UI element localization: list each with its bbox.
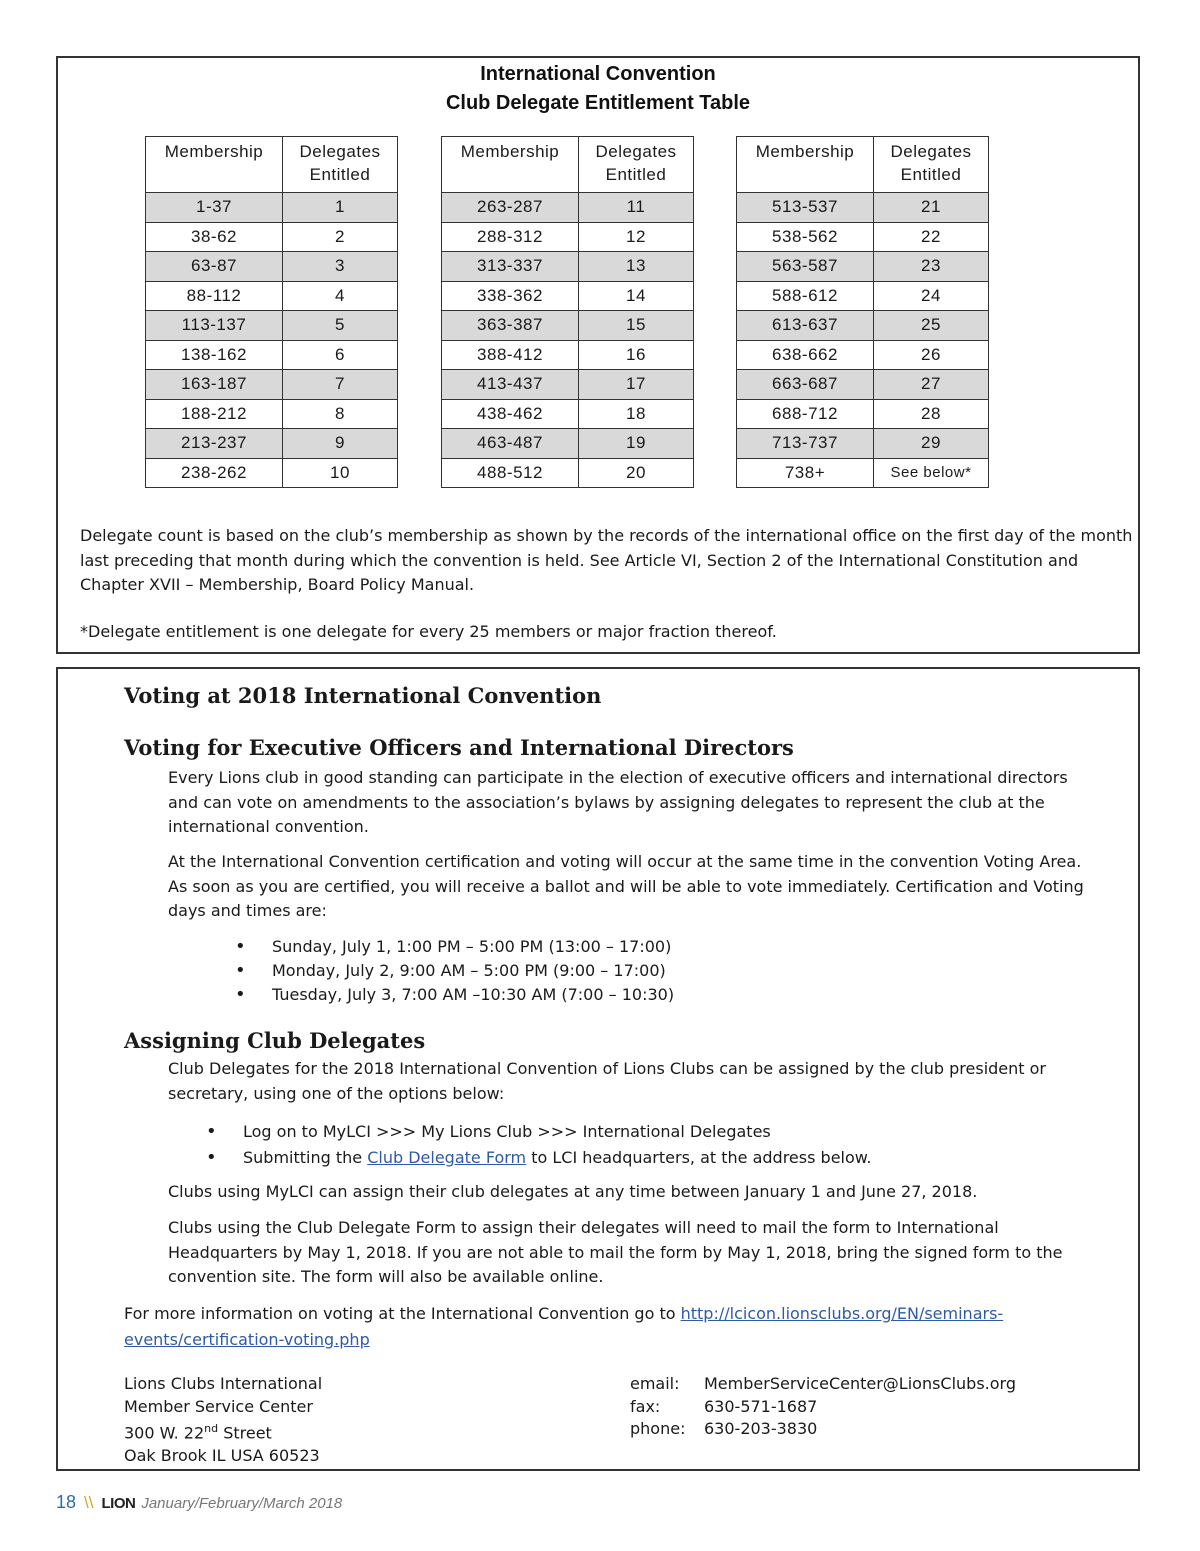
table-row xyxy=(442,399,694,429)
table-row xyxy=(737,370,989,400)
header-membership: Membership xyxy=(146,137,283,193)
membership-cell: 263-287 xyxy=(442,193,579,223)
entitlement-panel xyxy=(56,56,1140,654)
table-row xyxy=(146,281,398,311)
table-row xyxy=(442,311,694,341)
asterisk-note: *Delegate entitlement is one delegate for every 25 members or major fraction thereof. xyxy=(80,622,777,641)
header-delegates-line1: Delegates xyxy=(890,142,972,161)
phone-label: phone: xyxy=(630,1419,686,1438)
option2-suffix: to LCI headquarters, at the address below. xyxy=(526,1148,872,1167)
bullet-icon: • xyxy=(206,1121,217,1142)
table-row xyxy=(737,311,989,341)
delegates-cell: 7 xyxy=(283,370,398,400)
header-delegates-line1: Delegates xyxy=(595,142,677,161)
address-dept: Member Service Center xyxy=(124,1396,313,1416)
entitlement-title-line2: Club Delegate Entitlement Table xyxy=(445,92,751,114)
table-row xyxy=(442,252,694,282)
delegates-cell: 11 xyxy=(579,193,694,223)
delegates-cell: 19 xyxy=(579,429,694,459)
phone-value: 630-203-3830 xyxy=(704,1419,818,1438)
table-row xyxy=(442,458,694,488)
table-row xyxy=(442,281,694,311)
option-mylci: Log on to MyLCI >>> My Lions Club >>> International Delegates xyxy=(243,1122,771,1141)
membership-cell: 213-237 xyxy=(146,429,283,459)
membership-cell: 738+ xyxy=(737,458,874,488)
table-row xyxy=(146,370,398,400)
membership-cell: 238-262 xyxy=(146,458,283,488)
table-row xyxy=(442,340,694,370)
footer-separator: \\ xyxy=(84,1493,94,1512)
bullet-icon: • xyxy=(235,936,246,957)
assign-options-list xyxy=(206,1119,872,1171)
membership-cell: 563-587 xyxy=(737,252,874,282)
table-row xyxy=(442,370,694,400)
email-value: MemberServiceCenter@LionsClubs.org xyxy=(704,1374,1016,1393)
membership-cell: 138-162 xyxy=(146,340,283,370)
list-item xyxy=(235,959,674,983)
bullet-icon: • xyxy=(206,1147,217,1168)
bullet-icon: • xyxy=(235,960,246,981)
table-row xyxy=(737,252,989,282)
table-row xyxy=(146,429,398,459)
delegates-cell: 4 xyxy=(283,281,398,311)
table-row xyxy=(442,429,694,459)
table-row xyxy=(146,311,398,341)
voting-days-list xyxy=(235,935,675,1007)
list-item xyxy=(235,983,675,1007)
entitlement-title-line1: International Convention xyxy=(480,63,716,85)
fax-value: 630-571-1687 xyxy=(704,1396,818,1416)
page-number: 18 xyxy=(56,1492,77,1512)
table-row xyxy=(442,222,694,252)
membership-cell: 663-687 xyxy=(737,370,874,400)
magazine-name: LION xyxy=(101,1495,136,1512)
header-membership: Membership xyxy=(737,137,874,193)
table-row xyxy=(146,458,398,488)
delegates-cell: See below* xyxy=(874,458,989,488)
delegates-cell: 27 xyxy=(874,370,989,400)
list-item xyxy=(235,935,674,959)
membership-cell: 313-337 xyxy=(442,252,579,282)
certification-voting-link[interactable]: http://lcicon.lionsclubs.org/EN/seminars-events/certification-voting.php xyxy=(124,1304,1004,1349)
membership-cell: 388-412 xyxy=(442,340,579,370)
club-delegate-form-link[interactable]: Club Delegate Form xyxy=(367,1148,527,1167)
header-delegates-line2: Entitled xyxy=(900,165,962,184)
table-header-row xyxy=(442,137,694,193)
list-item xyxy=(206,1145,872,1171)
membership-cell: 1-37 xyxy=(146,193,283,223)
delegates-cell: 6 xyxy=(283,340,398,370)
entitlement-table-2 xyxy=(441,136,694,488)
voting-heading: Voting at 2018 International Convention xyxy=(124,683,602,708)
table-row xyxy=(146,340,398,370)
contact-phone-row xyxy=(630,1418,1016,1441)
bullet-icon: • xyxy=(235,984,246,1005)
list-item xyxy=(206,1119,871,1145)
membership-cell: 88-112 xyxy=(146,281,283,311)
issue-date: January/February/March 2018 xyxy=(141,1495,343,1512)
address-city: Oak Brook IL USA 60523 xyxy=(124,1445,320,1465)
exec-paragraph-2: At the International Convention certification and voting will occur at the same time in the convention Voting Area. As soon as you are certified, you will receive a ballot and will be able to vote immediately. Certification and Voting days and times are: xyxy=(168,852,1084,920)
exec-paragraph-1: Every Lions club in good standing can participate in the election of executive officers and international directors and can vote on amendments to the association’s bylaws by assigning delegates to represent the club at the international convention. xyxy=(168,768,1068,836)
delegates-cell: 29 xyxy=(874,429,989,459)
membership-cell: 463-487 xyxy=(442,429,579,459)
assign-paragraph-3: Clubs using the Club Delegate Form to assign their delegates will need to mail the form to International Headquarters by May 1, 2018. If you are not able to mail the form by May 1, 2018, bring the signed form to the convention site. The form will also be available online. xyxy=(168,1218,1063,1286)
voting-day-2: Monday, July 2, 9:00 AM – 5:00 PM (9:00 – 17:00) xyxy=(272,961,666,980)
header-membership: Membership xyxy=(442,137,579,193)
membership-cell: 163-187 xyxy=(146,370,283,400)
entitlement-table-3 xyxy=(736,136,989,488)
membership-cell: 363-387 xyxy=(442,311,579,341)
header-delegates-entitled xyxy=(579,137,694,193)
delegates-cell: 16 xyxy=(579,340,694,370)
table-row xyxy=(146,222,398,252)
address-street xyxy=(124,1418,322,1445)
street-number: 300 W. 22 xyxy=(124,1423,205,1443)
assign-paragraph-1: Club Delegates for the 2018 International Convention of Lions Clubs can be assigned by the club president or secretary, using one of the options below: xyxy=(168,1059,1047,1103)
membership-cell: 413-437 xyxy=(442,370,579,400)
header-delegates-line2: Entitled xyxy=(309,165,371,184)
delegates-cell: 25 xyxy=(874,311,989,341)
membership-cell: 513-537 xyxy=(737,193,874,223)
street-ordinal: nd xyxy=(204,1422,219,1435)
more-info-prefix: For more information on voting at the International Convention go to xyxy=(124,1304,681,1323)
delegates-cell: 26 xyxy=(874,340,989,370)
voting-panel xyxy=(56,667,1140,1471)
delegates-cell: 17 xyxy=(579,370,694,400)
delegates-cell: 20 xyxy=(579,458,694,488)
delegates-cell: 28 xyxy=(874,399,989,429)
delegates-cell: 21 xyxy=(874,193,989,223)
option2-prefix: Submitting the xyxy=(243,1148,368,1167)
delegates-cell: 8 xyxy=(283,399,398,429)
table-row xyxy=(146,252,398,282)
membership-cell: 38-62 xyxy=(146,222,283,252)
delegates-cell: 15 xyxy=(579,311,694,341)
delegates-cell: 3 xyxy=(283,252,398,282)
assign-heading: Assigning Club Delegates xyxy=(124,1028,426,1053)
delegates-cell: 10 xyxy=(283,458,398,488)
page-footer xyxy=(56,1492,342,1513)
mailing-address xyxy=(124,1373,322,1467)
table-row xyxy=(737,193,989,223)
header-delegates-line1: Delegates xyxy=(299,142,381,161)
table-row xyxy=(737,340,989,370)
delegates-cell: 13 xyxy=(579,252,694,282)
entitlement-table-1 xyxy=(145,136,398,488)
table-row xyxy=(737,222,989,252)
membership-cell: 63-87 xyxy=(146,252,283,282)
more-info xyxy=(124,1301,1084,1353)
contact-fax-row xyxy=(630,1396,1016,1419)
table-row xyxy=(737,281,989,311)
delegates-cell: 1 xyxy=(283,193,398,223)
membership-cell: 613-637 xyxy=(737,311,874,341)
header-delegates-entitled xyxy=(283,137,398,193)
delegates-cell: 22 xyxy=(874,222,989,252)
membership-cell: 188-212 xyxy=(146,399,283,429)
delegates-cell: 9 xyxy=(283,429,398,459)
exec-heading: Voting for Executive Officers and International Directors xyxy=(124,735,794,760)
membership-cell: 713-737 xyxy=(737,429,874,459)
membership-cell: 438-462 xyxy=(442,399,579,429)
membership-cell: 288-312 xyxy=(442,222,579,252)
delegates-cell: 23 xyxy=(874,252,989,282)
header-delegates-line2: Entitled xyxy=(605,165,667,184)
membership-cell: 113-137 xyxy=(146,311,283,341)
voting-day-1: Sunday, July 1, 1:00 PM – 5:00 PM (13:00 – 17:00) xyxy=(272,937,672,956)
address-org: Lions Clubs International xyxy=(124,1374,323,1393)
delegates-cell: 12 xyxy=(579,222,694,252)
header-delegates-entitled xyxy=(874,137,989,193)
table-row xyxy=(737,429,989,459)
contact-details xyxy=(630,1373,1016,1441)
membership-cell: 488-512 xyxy=(442,458,579,488)
membership-cell: 338-362 xyxy=(442,281,579,311)
contact-email-row xyxy=(630,1373,1016,1396)
email-label: email: xyxy=(630,1374,680,1393)
delegates-cell: 24 xyxy=(874,281,989,311)
membership-cell: 688-712 xyxy=(737,399,874,429)
membership-cell: 638-662 xyxy=(737,340,874,370)
table-row xyxy=(442,193,694,223)
table-row xyxy=(146,399,398,429)
table-row xyxy=(146,193,398,223)
fax-label: fax: xyxy=(630,1396,661,1416)
table-row xyxy=(737,399,989,429)
voting-day-3: Tuesday, July 3, 7:00 AM –10:30 AM (7:00 – 10:30) xyxy=(272,985,675,1004)
delegates-cell: 14 xyxy=(579,281,694,311)
delegates-cell: 5 xyxy=(283,311,398,341)
delegates-cell: 18 xyxy=(579,399,694,429)
delegates-cell: 2 xyxy=(283,222,398,252)
membership-cell: 588-612 xyxy=(737,281,874,311)
table-header-row xyxy=(737,137,989,193)
membership-cell: 538-562 xyxy=(737,222,874,252)
table-header-row xyxy=(146,137,398,193)
table-row xyxy=(737,458,989,488)
street-suffix: Street xyxy=(218,1423,272,1443)
assign-paragraph-2: Clubs using MyLCI can assign their club delegates at any time between January 1 and June 27, 2018. xyxy=(168,1182,978,1201)
membership-note: Delegate count is based on the club’s membership as shown by the records of the international office on the first day of the month last preceding that month during which the convention is held. See Article VI, Section 2 of the International Constitution and Chapter XVII – Membership, Board Policy Manual. xyxy=(80,526,1133,594)
